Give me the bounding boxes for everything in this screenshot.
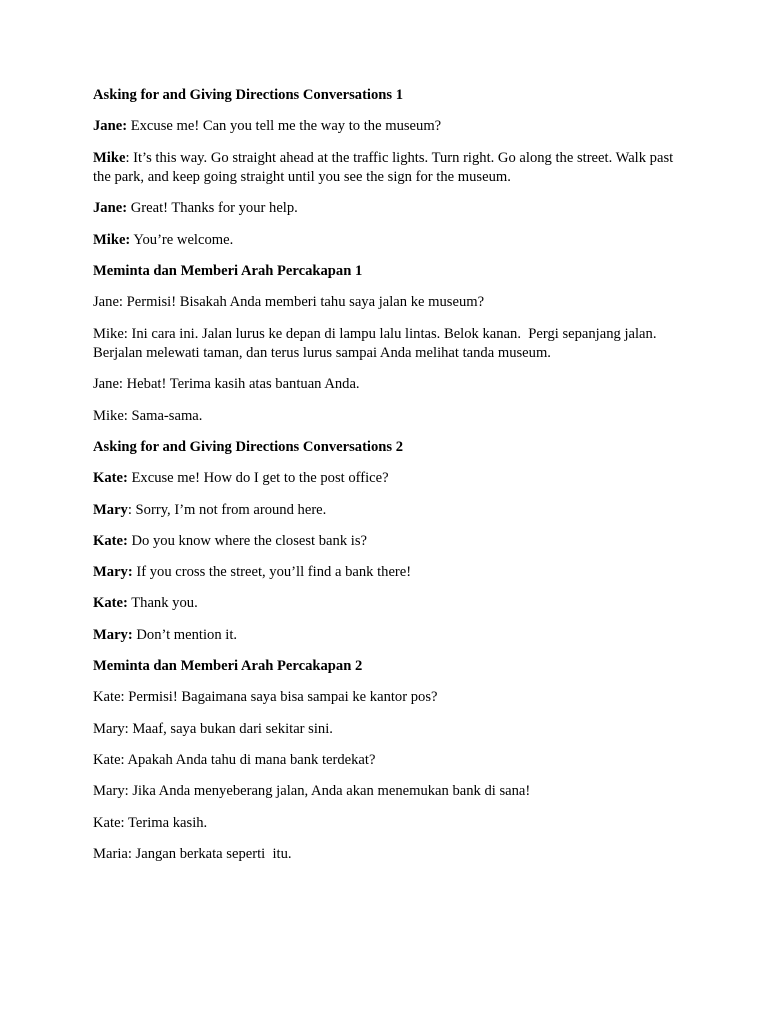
speaker-name: Mary: — [93, 626, 133, 643]
dialogue-line — [93, 501, 683, 521]
speaker-name: Jane: — [93, 118, 128, 135]
dialogue-text: Great! Thanks for your help. — [127, 200, 298, 217]
dialogue-line — [93, 594, 683, 614]
dialogue-line — [93, 231, 683, 251]
dialogue-line: Jane: Permisi! Bisakah Anda memberi tahu saya jalan ke museum? — [93, 294, 485, 311]
dialogue-line — [93, 532, 683, 552]
dialogue-line: Mike: Sama-sama. — [93, 407, 203, 424]
speaker-name: Kate: — [93, 470, 128, 487]
dialogue-line: Mike: Ini cara ini. Jalan lurus ke depan di lampu lalu lintas. Belok kanan. Pergi sepanjang jalan. Berjalan melewati taman, dan terus lurus sampai Anda melihat tanda museum. — [93, 325, 661, 362]
document-body — [93, 86, 683, 876]
dialogue-text: : Sorry, I’m not from around here. — [127, 501, 327, 518]
dialogue-text: Thank you. — [127, 595, 198, 612]
dialogue-text: Excuse me! Can you tell me the way to the museum? — [127, 118, 442, 135]
dialogue-line: Mary: Maaf, saya bukan dari sekitar sini. — [93, 720, 333, 737]
dialogue-line: Kate: Apakah Anda tahu di mana bank terdekat? — [93, 751, 376, 768]
dialogue-line — [93, 199, 683, 219]
speaker-name: Mike: — [93, 231, 131, 248]
dialogue-text: Don’t mention it. — [132, 626, 238, 643]
speaker-name: Jane: — [93, 200, 128, 217]
dialogue-line: Jane: Hebat! Terima kasih atas bantuan Anda. — [93, 376, 360, 393]
speaker-name: Mary — [93, 501, 128, 518]
speaker-name: Kate: — [93, 595, 128, 612]
section-heading: Asking for and Giving Directions Conversations 2 — [93, 438, 404, 455]
dialogue-text: You’re welcome. — [130, 231, 234, 248]
dialogue-text: Excuse me! How do I get to the post office? — [127, 470, 389, 487]
speaker-name: Kate: — [93, 532, 128, 549]
dialogue-line: Maria: Jangan berkata seperti itu. — [93, 845, 292, 862]
dialogue-line — [93, 626, 683, 646]
dialogue-line: Kate: Permisi! Bagaimana saya bisa sampai ke kantor pos? — [93, 689, 438, 706]
speaker-name: Mary: — [93, 564, 133, 581]
dialogue-line — [93, 469, 683, 489]
speaker-name: Mike — [93, 149, 126, 166]
dialogue-line: Kate: Terima kasih. — [93, 814, 208, 831]
section-heading: Meminta dan Memberi Arah Percakapan 2 — [93, 658, 363, 675]
dialogue-text: Do you know where the closest bank is? — [127, 532, 367, 549]
dialogue-line — [93, 563, 683, 583]
dialogue-text: : It’s this way. Go straight ahead at the traffic lights. Turn right. Go along the street. Walk past the park, and keep going straight until you see the sign for the museum. — [93, 149, 677, 186]
dialogue-line — [93, 149, 683, 188]
dialogue-line — [93, 117, 683, 137]
dialogue-line: Mary: Jika Anda menyeberang jalan, Anda akan menemukan bank di sana! — [93, 783, 531, 800]
section-heading: Meminta dan Memberi Arah Percakapan 1 — [93, 262, 363, 279]
dialogue-text: If you cross the street, you’ll find a bank there! — [132, 564, 412, 581]
section-heading: Asking for and Giving Directions Conversations 1 — [93, 87, 404, 103]
